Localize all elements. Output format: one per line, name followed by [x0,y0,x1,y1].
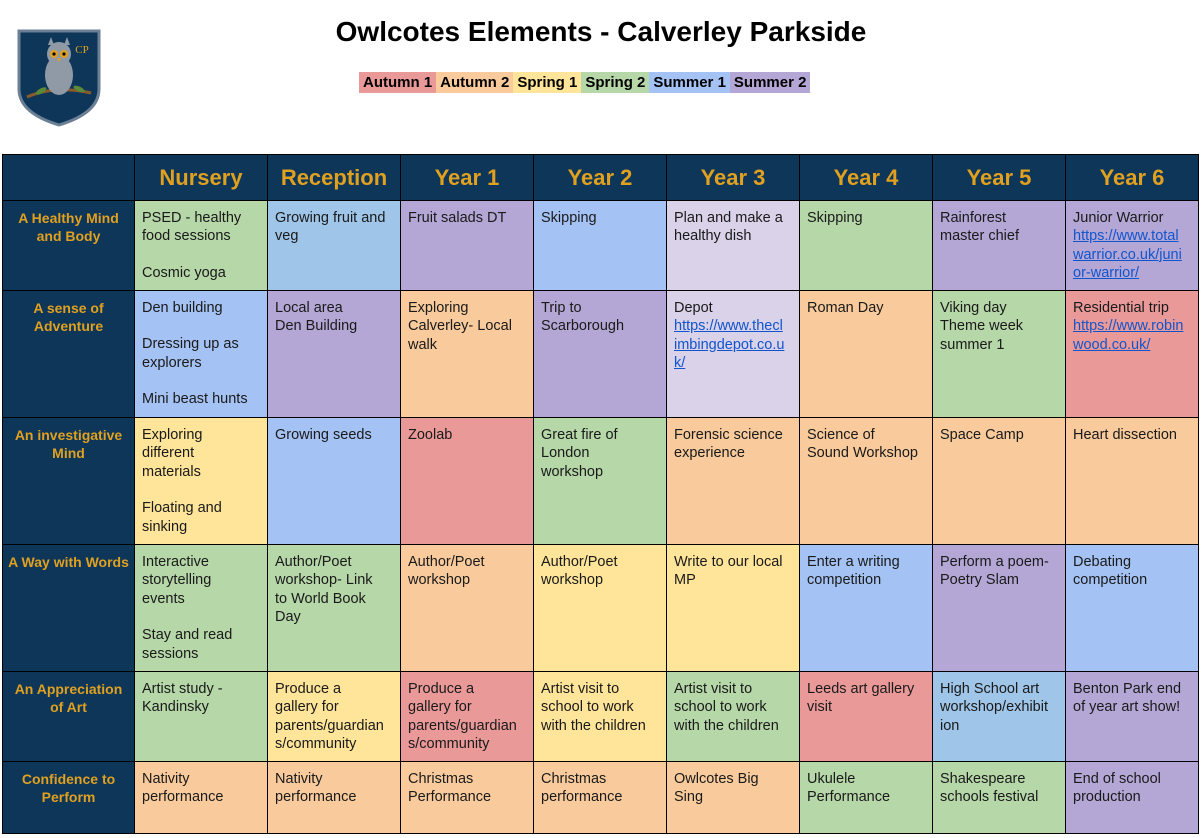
cell-text: Artist visit to [674,681,753,697]
link-text[interactable]: warrior.co.uk/juni [1073,246,1182,263]
row-header: An investigative Mind [3,418,135,545]
page-title: Owlcotes Elements - Calverley Parkside [335,16,867,47]
cell-text: Junior Warrior [1073,210,1164,226]
column-header: Year 1 [401,155,534,201]
activity-cell [667,672,800,762]
link-text[interactable]: wood.co.uk/ [1073,336,1151,353]
activity-cell [800,545,933,672]
cell-text: with the children [674,717,779,734]
column-header: Reception [268,155,401,201]
cell-text: Interactive [142,554,209,570]
activity-cell [268,672,401,762]
cell-text: parents/guardian [275,717,384,734]
activity-cell [933,762,1066,834]
cell-text: High School art [940,681,1040,697]
cell-text: of year art show! [1073,699,1181,716]
link-text[interactable]: https://www.thecl [674,318,783,335]
grid-row [3,201,1199,291]
activity-cell [401,672,534,762]
cell-text: Nativity [142,771,190,787]
activity-cell [135,291,268,418]
cell-text: events [142,590,185,607]
cell-text: Theme week [940,318,1024,335]
activity-cell [534,291,667,418]
activity-cell [135,672,268,762]
cell-text: storytelling [142,572,212,589]
activity-cell [1066,201,1199,291]
activity-cell [667,762,800,834]
cell-text: Calverley- Local [408,318,512,335]
legend-item: Autumn 1 [359,72,436,93]
cell-text: Viking day [940,300,1007,316]
cell-text: Owlcotes Big [674,771,759,787]
cell-text: Den Building [275,318,358,335]
cell-text: Artist study - [142,681,223,697]
cell-text: competition [807,572,882,589]
cell-text: workshop [541,572,604,589]
cell-text: Produce a [408,681,475,697]
paragraph-gap [142,481,261,499]
activity-cell [135,762,268,834]
elements-grid [2,154,1199,834]
cell-text: Rainforest [940,210,1007,226]
activity-cell [1066,545,1199,672]
cell-text: Floating and [142,500,222,517]
cell-text: Space Camp [940,427,1024,443]
activity-cell [135,201,268,291]
row-header: A Way with Words [3,545,135,672]
cell-text: explorers [142,354,202,371]
activity-cell [1066,418,1199,545]
activity-cell [135,545,268,672]
cell-text: Cosmic yoga [142,264,226,281]
activity-cell [667,201,800,291]
cell-text: ion [940,717,960,734]
column-header-row [3,155,1199,201]
paragraph-gap [142,317,261,335]
activity-cell [800,291,933,418]
column-header: Year 6 [1066,155,1199,201]
activity-cell [401,545,534,672]
cell-text: Performance [807,789,891,806]
cell-text: healthy dish [674,228,752,245]
cell-text: different [142,445,195,462]
cell-text: veg [275,228,299,245]
cell-text: gallery for [408,699,472,716]
activity-cell [800,672,933,762]
activity-cell [268,545,401,672]
cell-text: school to work [674,699,767,716]
column-header: Year 3 [667,155,800,201]
cell-text: workshop/exhibit [940,699,1048,716]
cell-text: Heart dissection [1073,427,1177,443]
cell-text: Perform a poem- [940,554,1049,570]
cell-text: Day [275,609,301,626]
cell-text: Zoolab [408,427,453,443]
legend-item: Spring 1 [513,72,581,93]
activity-cell [1066,291,1199,418]
cell-text: performance [142,789,224,806]
activity-cell [135,418,268,545]
cell-text: Author/Poet [275,554,352,570]
row-header: Confidence to Perform [3,762,135,834]
activity-cell [800,418,933,545]
cell-text: Trip to [541,300,582,316]
cell-text: Growing seeds [275,427,372,443]
cell-text: s/community [408,736,490,753]
activity-link[interactable] [674,317,793,372]
cell-text: Kandinsky [142,699,209,716]
cell-text: Exploring [142,427,203,443]
grid-row [3,291,1199,418]
column-header: Year 2 [534,155,667,201]
cell-text: PSED - healthy [142,210,242,226]
grid-row [3,762,1199,834]
cell-text: parents/guardian [408,717,517,734]
cell-text: Skipping [541,210,597,226]
cell-text: Dressing up as [142,336,239,353]
cell-text: Author/Poet [541,554,618,570]
paragraph-gap [142,372,261,390]
activity-cell [268,762,401,834]
cell-text: school to work [541,699,634,716]
cell-text: performance [541,789,623,806]
cell-text: Stay and read [142,627,233,644]
activity-cell [401,291,534,418]
column-header: Year 4 [800,155,933,201]
cell-text: sinking [142,518,188,535]
cell-text: Fruit salads DT [408,210,507,226]
cell-text: Benton Park end [1073,681,1182,697]
cell-text: Poetry Slam [940,572,1019,589]
activity-cell [534,418,667,545]
activity-cell [401,762,534,834]
cell-text: Den building [142,300,223,316]
activity-cell [933,545,1066,672]
activity-cell [933,672,1066,762]
cell-text: performance [275,789,357,806]
cell-text: materials [142,463,201,480]
grid-row [3,418,1199,545]
cell-text: Science of [807,427,875,443]
grid-row [3,672,1199,762]
term-color-legend [359,72,810,93]
cell-text: Scarborough [541,318,625,335]
activity-cell [1066,672,1199,762]
cell-text: Skipping [807,210,863,226]
activity-cell [667,418,800,545]
cell-text: Author/Poet [408,554,485,570]
legend-item: Summer 2 [730,72,811,93]
cell-text: Depot [674,300,713,316]
activity-cell [401,201,534,291]
legend-item: Summer 1 [649,72,730,93]
activity-cell [534,762,667,834]
cell-text: Performance [408,789,492,806]
cell-text: Roman Day [807,300,884,316]
cell-text: sessions [142,645,199,662]
legend-item: Spring 2 [581,72,649,93]
cell-text: food sessions [142,228,231,245]
cell-text: Forensic science [674,427,783,443]
column-header: Year 5 [933,155,1066,201]
legend-item: Autumn 2 [436,72,513,93]
paragraph-gap [142,608,261,626]
cell-text: s/community [275,736,357,753]
cell-text: workshop [541,463,604,480]
cell-text: Enter a writing [807,554,900,570]
cell-text: Christmas [408,771,474,787]
activity-cell [1066,762,1199,834]
paragraph-gap [142,246,261,264]
cell-text: competition [1073,572,1148,589]
column-header: Nursery [135,155,268,201]
cell-text: workshop [408,572,471,589]
activity-link[interactable] [1073,317,1192,354]
cell-text: Sound Workshop [807,445,918,462]
cell-text: Artist visit to [541,681,620,697]
link-text[interactable]: https://www.robin [1073,318,1184,335]
cell-text: gallery for [275,699,339,716]
cell-text: Sing [674,789,704,806]
cell-text: Leeds art gallery [807,681,915,697]
cell-text: Write to our local [674,554,783,570]
activity-cell [401,418,534,545]
cell-text: Nativity [275,771,323,787]
activity-cell [268,291,401,418]
cell-text: Great fire of [541,427,618,443]
cell-text: schools festival [940,789,1039,806]
cell-text: to World Book [275,590,366,607]
cell-text: workshop- Link [275,572,373,589]
cell-text: Shakespeare [940,771,1026,787]
cell-text: Ukulele [807,771,856,787]
cell-text: End of school [1073,771,1161,787]
activity-cell [800,201,933,291]
link-text[interactable]: imbingdepot.co.u [674,336,785,353]
activity-cell [933,201,1066,291]
row-header: A sense of Adventure [3,291,135,418]
activity-cell [268,201,401,291]
cell-text: Mini beast hunts [142,391,248,408]
activity-cell [933,418,1066,545]
activity-cell [933,291,1066,418]
link-text[interactable]: https://www.total [1073,228,1179,245]
activity-cell [534,201,667,291]
cell-text: Residential trip [1073,300,1169,316]
cell-text: Plan and make a [674,210,783,226]
activity-cell [800,762,933,834]
cell-text: walk [408,336,438,353]
activity-link[interactable] [1073,227,1192,282]
cell-text: with the children [541,717,646,734]
cell-text: Debating [1073,554,1132,570]
cell-text: Produce a [275,681,342,697]
cell-text: Exploring [408,300,469,316]
link-text[interactable]: k/ [674,355,686,372]
cell-text: Growing fruit and [275,210,386,226]
cell-text: visit [807,699,832,716]
cell-text: summer 1 [940,336,1005,353]
row-header: A Healthy Mind and Body [3,201,135,291]
cell-text: Christmas [541,771,607,787]
link-text[interactable]: or-warrior/ [1073,265,1140,282]
grid-row [3,545,1199,672]
cell-text: MP [674,572,696,589]
activity-cell [667,291,800,418]
cell-text: production [1073,789,1141,806]
cell-text: Local area [275,300,343,316]
activity-cell [268,418,401,545]
activity-cell [534,545,667,672]
cell-text: London [541,445,590,462]
cell-text: master chief [940,228,1019,245]
activity-cell [667,545,800,672]
activity-cell [534,672,667,762]
corner-cell [3,155,135,201]
logo-letters: CP [75,44,89,56]
cell-text: experience [674,445,745,462]
row-header: An Appreciation of Art [3,672,135,762]
